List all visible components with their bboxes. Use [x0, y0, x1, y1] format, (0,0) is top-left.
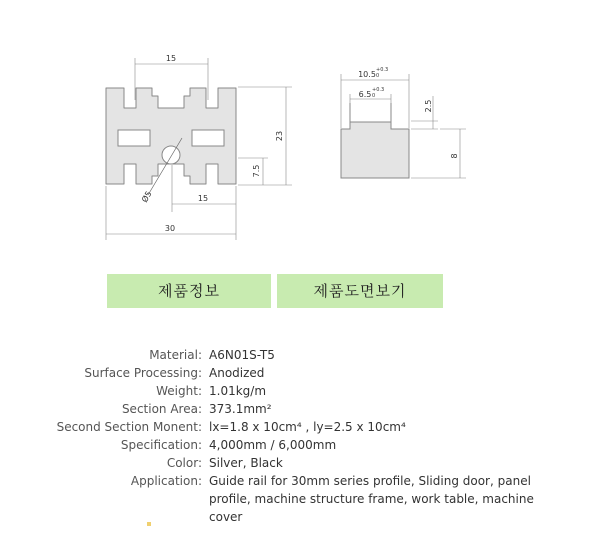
spec-label: Second Section Monent:	[56, 420, 202, 434]
spec-label: Application:	[130, 474, 202, 488]
dim-bottom-half: 15	[197, 194, 209, 203]
spec-label: Specification:	[120, 438, 202, 452]
slot-dim-inner: 6.5	[358, 90, 372, 99]
technical-drawing	[0, 0, 600, 265]
spec-label: Section Area:	[121, 402, 202, 416]
spec-row-color	[0, 454, 600, 472]
spec-label: Material:	[149, 348, 202, 362]
dim-height: 23	[275, 130, 284, 142]
spec-label: Weight:	[156, 384, 202, 398]
spec-value: Guide rail for 30mm series profile, Sliding door, panel profile, machine structure frame, work table, machine cover	[209, 474, 534, 524]
slot-dim-outer-tol-low: 0	[376, 73, 380, 79]
spec-table	[0, 346, 600, 526]
dim-top: 15	[165, 54, 177, 63]
spec-value: 1.01kg/m	[209, 384, 267, 398]
spec-label: Color:	[166, 456, 202, 470]
spec-value: 373.1mm²	[209, 402, 272, 416]
spec-label: Surface Processing:	[84, 366, 202, 380]
tab-product-info[interactable]: 제품정보	[107, 274, 271, 308]
spec-value: A6N01S-T5	[209, 348, 275, 362]
spec-row-material	[0, 346, 600, 364]
slot-dim-outer-tol: +0.3	[376, 67, 389, 73]
spec-value: lx=1.8 x 10cm⁴ , ly=2.5 x 10cm⁴	[209, 420, 406, 434]
spec-row-application	[0, 472, 600, 526]
dim-hole: Ø5	[140, 189, 154, 204]
spec-row-specification	[0, 436, 600, 454]
slot-dim-outer: 10.5	[358, 70, 376, 79]
dim-mid-height: 7.5	[252, 164, 261, 178]
spec-value: 4,000mm / 6,000mm	[209, 438, 337, 452]
tab-product-drawing[interactable]: 제품도면보기	[277, 274, 443, 308]
slot-dim-height: 8	[450, 153, 459, 159]
slot-dim-depth: 2.5	[424, 99, 433, 113]
spec-row-second-moment	[0, 418, 600, 436]
spec-row-section-area	[0, 400, 600, 418]
spec-value: Silver, Black	[209, 456, 283, 470]
slot-dim-inner-tol-low: 0	[372, 93, 376, 99]
spec-row-surface	[0, 364, 600, 382]
image-artifact	[147, 522, 151, 526]
profile-cross-section	[106, 88, 236, 195]
spec-value: Anodized	[209, 366, 265, 380]
slot-detail	[341, 103, 409, 178]
spec-row-weight	[0, 382, 600, 400]
slot-dim-inner-tol: +0.3	[372, 87, 385, 93]
dim-width: 30	[164, 224, 176, 233]
